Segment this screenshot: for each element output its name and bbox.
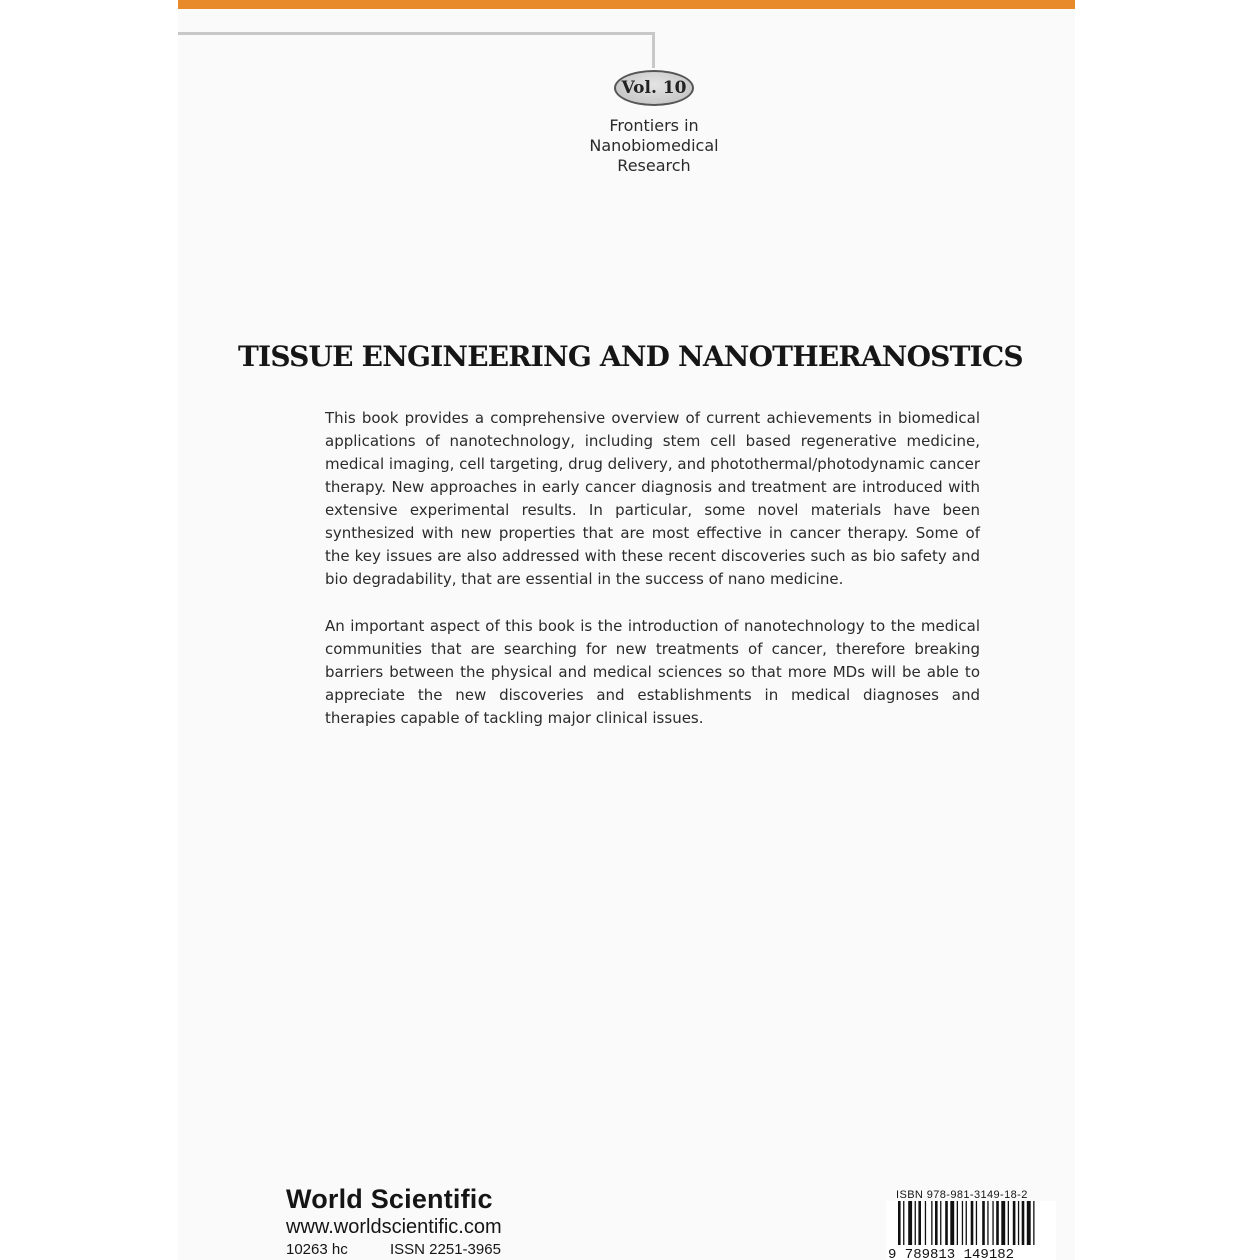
- series-line-1: Frontiers in: [609, 116, 699, 135]
- rule-line-horizontal: [178, 32, 655, 35]
- book-title: TISSUE ENGINEERING AND NANOTHERANOSTICS: [238, 340, 1023, 373]
- description-paragraph-2: An important aspect of this book is the introduction of nanotechnology to the medical communities that are searching for new treatments of cancer, therefore breaking barriers between the physical and medical sciences so that more MDs will be able to appreciate the new discoveries and establishments in medical diagnoses and therapies capable of tackling major clinical issues.: [325, 617, 980, 727]
- series-line-2: Nanobiomedical: [589, 136, 719, 155]
- isbn-label: ISBN 978-981-3149-18-2: [896, 1189, 1028, 1201]
- series-line-3: Research: [617, 156, 691, 175]
- volume-label: Vol. 10: [621, 78, 687, 98]
- rule-line-vertical: [652, 32, 655, 68]
- issn-number: ISSN 2251-3965: [390, 1241, 501, 1258]
- description-paragraph-1: This book provides a comprehensive overview of current achievements in biomedical applications of nanotechnology, including stem cell based regenerative medicine, medical imaging, cell targeting, drug delivery, and photothermal/photodynamic cancer therapy. New approaches in early cancer diagnosis and treatment are introduced with extensive experimental results. In particular, some novel materials have been synthesized with new properties that are most effective in cancer therapy. Some of the key issues are also addressed with these recent discoveries such as bio safety and bio degradability, that are essential in the success of nano medicine.: [325, 409, 980, 588]
- publisher-website: www.worldscientific.com: [286, 1216, 502, 1238]
- volume-badge: [614, 70, 694, 106]
- barcode-digits: 9 789813 149182: [888, 1247, 1015, 1260]
- series-name: [554, 116, 754, 176]
- barcode-icon: [886, 1201, 1056, 1260]
- accent-bar: [178, 0, 1075, 9]
- back-cover: [178, 0, 1075, 1260]
- publisher-name: World Scientific: [286, 1184, 493, 1214]
- product-code: 10263 hc: [286, 1241, 348, 1258]
